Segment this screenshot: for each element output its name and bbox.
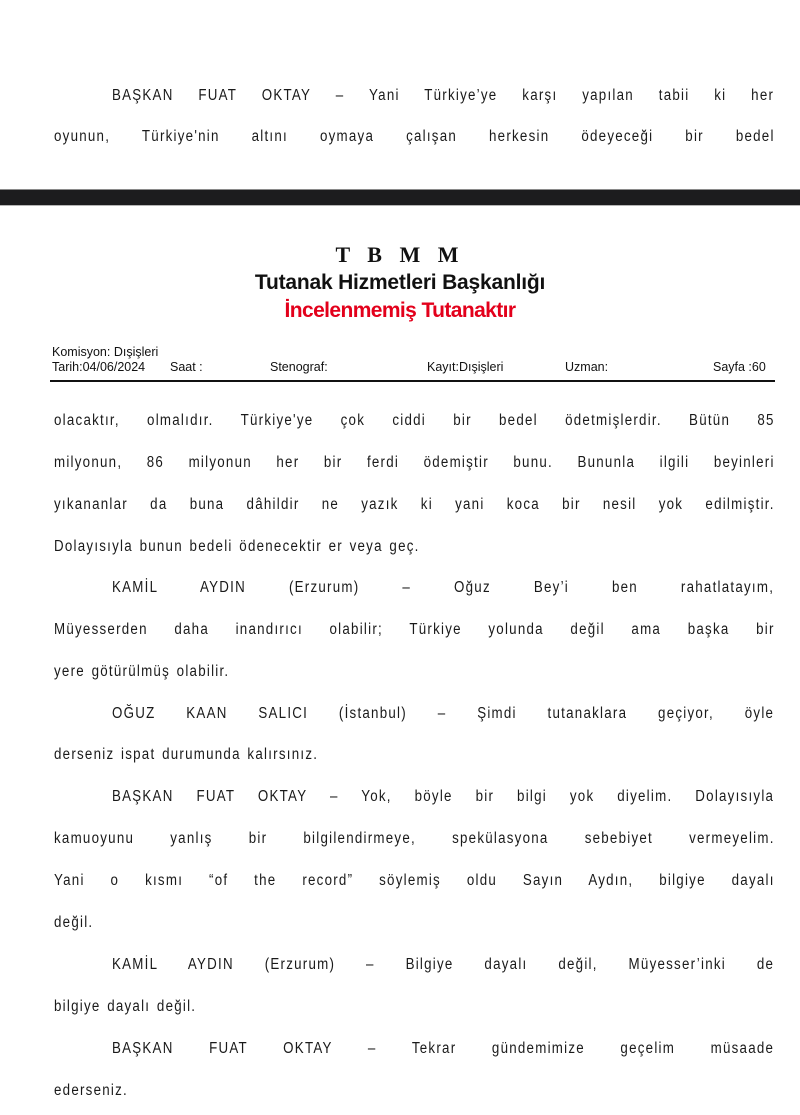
text-line: bilgiye dayalı değil. [54,998,197,1015]
meta-komisyon: Komisyon: Dışişleri [52,345,159,359]
previous-page-fragment [0,0,800,189]
meta-sayfa: Sayfa :60 [713,360,766,374]
header-rule [50,380,775,382]
text-line: değil. [54,914,94,931]
meta-stenograf: Stenograf: [270,360,328,374]
text-line: derseniz ispat durumunda kalırsınız. [54,746,319,763]
department-title: Tutanak Hizmetleri Başkanlığı [254,271,546,294]
text-line: yıkananlar da buna dâhildir ne yazık ki yani koca bir nesil yok edilmiştir. [54,496,775,513]
institution-title: T B M M [335,242,465,267]
page-separator [0,189,800,206]
text-line: kamuoyunu yanlış bir bilgilendirmeye, spekülasyona sebebiyet vermeyelim. [54,830,775,847]
speaker-line: KAMİL AYDIN (Erzurum) – Bilgiye dayalı değil, Müyesser’inki de [112,956,775,973]
speaker-line: BAŞKAN FUAT OKTAY – Yok, böyle bir bilgi yok diyelim. Dolayısıyla [112,788,775,805]
text-line: oyunun, Türkiye'nin altını oymaya çalışan herkesin ödeyeceği bir bedel [54,128,775,145]
speaker-line: KAMİL AYDIN (Erzurum) – Oğuz Bey’i ben rahatlatayım, [112,579,775,596]
text-line: milyonun, 86 milyonun her bir ferdi ödemiştir bunu. Bununla ilgili beyinleri [54,454,775,471]
meta-tarih: Tarih:04/06/2024 [52,360,146,374]
text-line: ederseniz. [54,1082,128,1099]
speaker-line: OĞUZ KAAN SALICI (İstanbul) – Şimdi tutanaklara geçiyor, öyle [112,705,775,722]
meta-uzman: Uzman: [565,360,609,374]
text-line: olacaktır, olmalıdır. Türkiye'ye çok ciddi bir bedel ödetmişlerdir. Bütün 85 [54,412,775,429]
text-line: Yani o kısmı “of the record” söylemiş oldu Sayın Aydın, bilgiye dayalı [54,872,775,889]
status-subtitle: İncelenmemiş Tutanaktır [284,299,516,322]
text-line: BAŞKAN FUAT OKTAY – Yani Türkiye’ye karşı yapılan tabii ki her [112,87,775,104]
speaker-line: BAŞKAN FUAT OKTAY – Tekrar gündemimize geçelim müsaade [112,1040,775,1057]
text-line: yere götürülmüş olabilir. [54,663,230,680]
text-line: Dolayısıyla bunun bedeli ödenecektir er veya geç. [54,538,420,555]
text-line: Müyesserden daha inandırıcı olabilir; Türkiye yolunda değil ama başka bir [54,621,775,638]
meta-kayit: Kayıt:Dışişleri [427,360,504,374]
meta-saat: Saat : [170,360,203,374]
